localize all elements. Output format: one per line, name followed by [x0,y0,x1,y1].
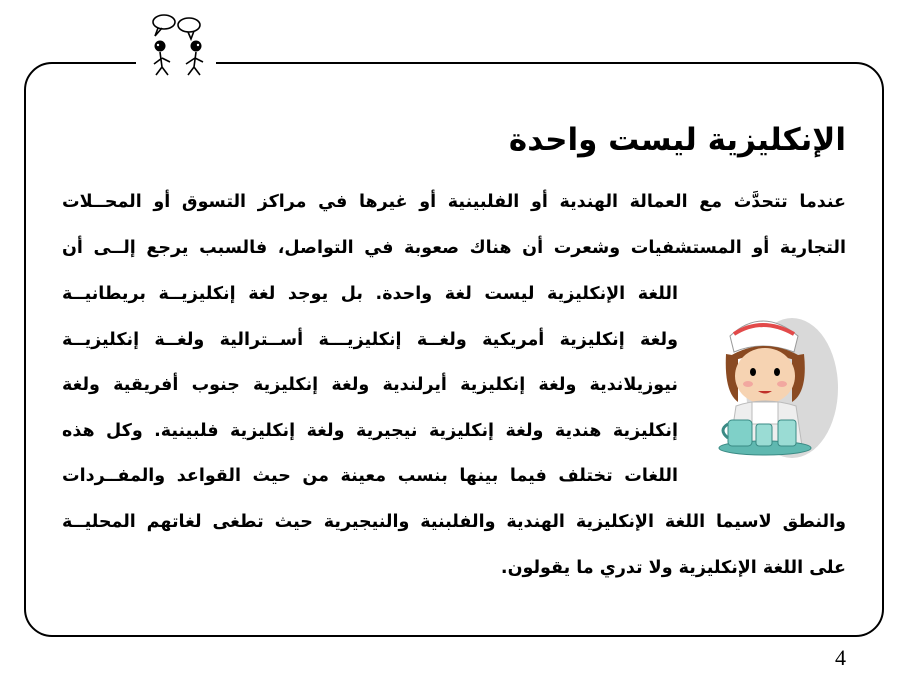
paragraph-line-2: التجارية أو المستشفيات وشعرت أن هناك صعوبة في التواصل، فالسبب يرجع إلــى أن [62,237,846,258]
paragraph-line-1: عندما تتحدَّث مع العمالة الهندية أو الفلبينية أو غيرها في مراكز التسوق أو المحــلات [62,192,846,212]
paragraph-line-8: والنطق لاسيما اللغة الإنكليزية الهندية والفلبنية والنيجيرية حيث تطغى لغاتهم المحليــة [62,512,846,532]
paragraph-line-4: ولغة إنكليزية أمريكية ولغــة إنكليزيـــة أســترالية ولغــة إنكليزيــة [62,329,678,350]
paragraph-line-5: نيوزيلاندية ولغة إنكليزية أيرلندية ولغة إنكليزية جنوب أفريقية ولغة [62,375,678,395]
paragraph-line-7: اللغات تختلف فيما بينها بنسب معينة من حيث القواعد والمفــردات [62,466,678,486]
nurse-illustration [712,296,842,468]
talking-figures-icon [140,12,220,78]
page-number: 4 [835,645,846,670]
slide-title: الإنكليزية ليست واحدة [508,122,846,158]
paragraph-line-9: على اللغة الإنكليزية ولا تدري ما يقولون. [500,557,846,578]
paragraph-line-3: اللغة الإنكليزية ليست لغة واحدة. بل يوجد لغة إنكليزيــة بريطانيــة [62,284,678,304]
paragraph-line-6: إنكليزية هندية ولغة إنكليزية نيجيرية ولغة إنكليزية فلبينية. وكل هذه [62,420,678,441]
